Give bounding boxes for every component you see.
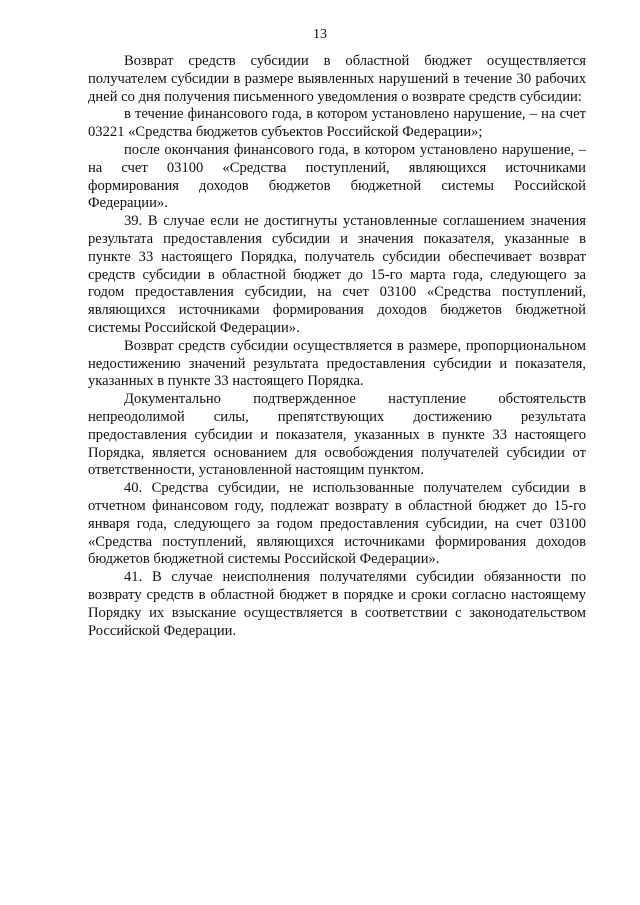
paragraph-item-40: 40. Средства субсидии, не использованные получателем субсидии в отчетном финансовом году, подлежат возврату в областной бюджет до 15-го января года, следующего за годом предоставления субсидии, на счет 03100 «Средства поступлений, являющихся источниками формирования доходов бюджетов бюджетной системы Российской Федерации».: [88, 480, 586, 568]
paragraph-proportional-refund: Возврат средств субсидии осуществляется в размере, пропорциональном недостижению значений результата предоставления субсидии и показателя, указанных в пункте 33 настоящего Порядка.: [88, 337, 586, 390]
paragraph-current-year-account: в течение финансового года, в котором установлено нарушение, – на счет 03221 «Средства бюджетов субъектов Российской Федерации»;: [88, 106, 586, 141]
document-body: [88, 53, 586, 640]
paragraph-force-majeure: Документально подтвержденное наступление обстоятельств непреодолимой силы, препятствующих достижению результата предоставления субсидии и показателя, указанных в пункте 33 настоящего Порядка, является основанием для освобождения получателей субсидии от ответственности, установленной настоящим пунктом.: [88, 391, 586, 479]
paragraph-item-41: 41. В случае неисполнения получателями субсидии обязанности по возврату средств в областной бюджет в порядке и сроки согласно настоящему Порядку их взыскание осуществляется в соответствии с законодательством Российской Федерации.: [88, 569, 586, 639]
paragraph-after-year-account: после окончания финансового года, в котором установлено нарушение, – на счет 03100 «Средства поступлений, являющихся источниками формирования доходов бюджетов бюджетной системы Российской Федерации».: [88, 141, 586, 212]
paragraph-refund-procedure: Возврат средств субсидии в областной бюджет осуществляется получателем субсидии в размере выявленных нарушений в течение 30 рабочих дней со дня получения письменного уведомления о возврате средств субсидии:: [88, 53, 586, 105]
page-number: 13: [313, 27, 327, 42]
paragraph-item-39: 39. В случае если не достигнуты установленные соглашением значения результата предоставления субсидии и значения показателя, указанные в пункте 33 настоящего Порядка, получатель субсидии обеспечивает возврат средств субсидии в областной бюджет до 15-го марта года, следующего за годом предоставления субсидии, на счет 03100 «Средства поступлений, являющихся источниками формирования доходов бюджетов бюджетной системы Российской Федерации».: [88, 213, 586, 336]
